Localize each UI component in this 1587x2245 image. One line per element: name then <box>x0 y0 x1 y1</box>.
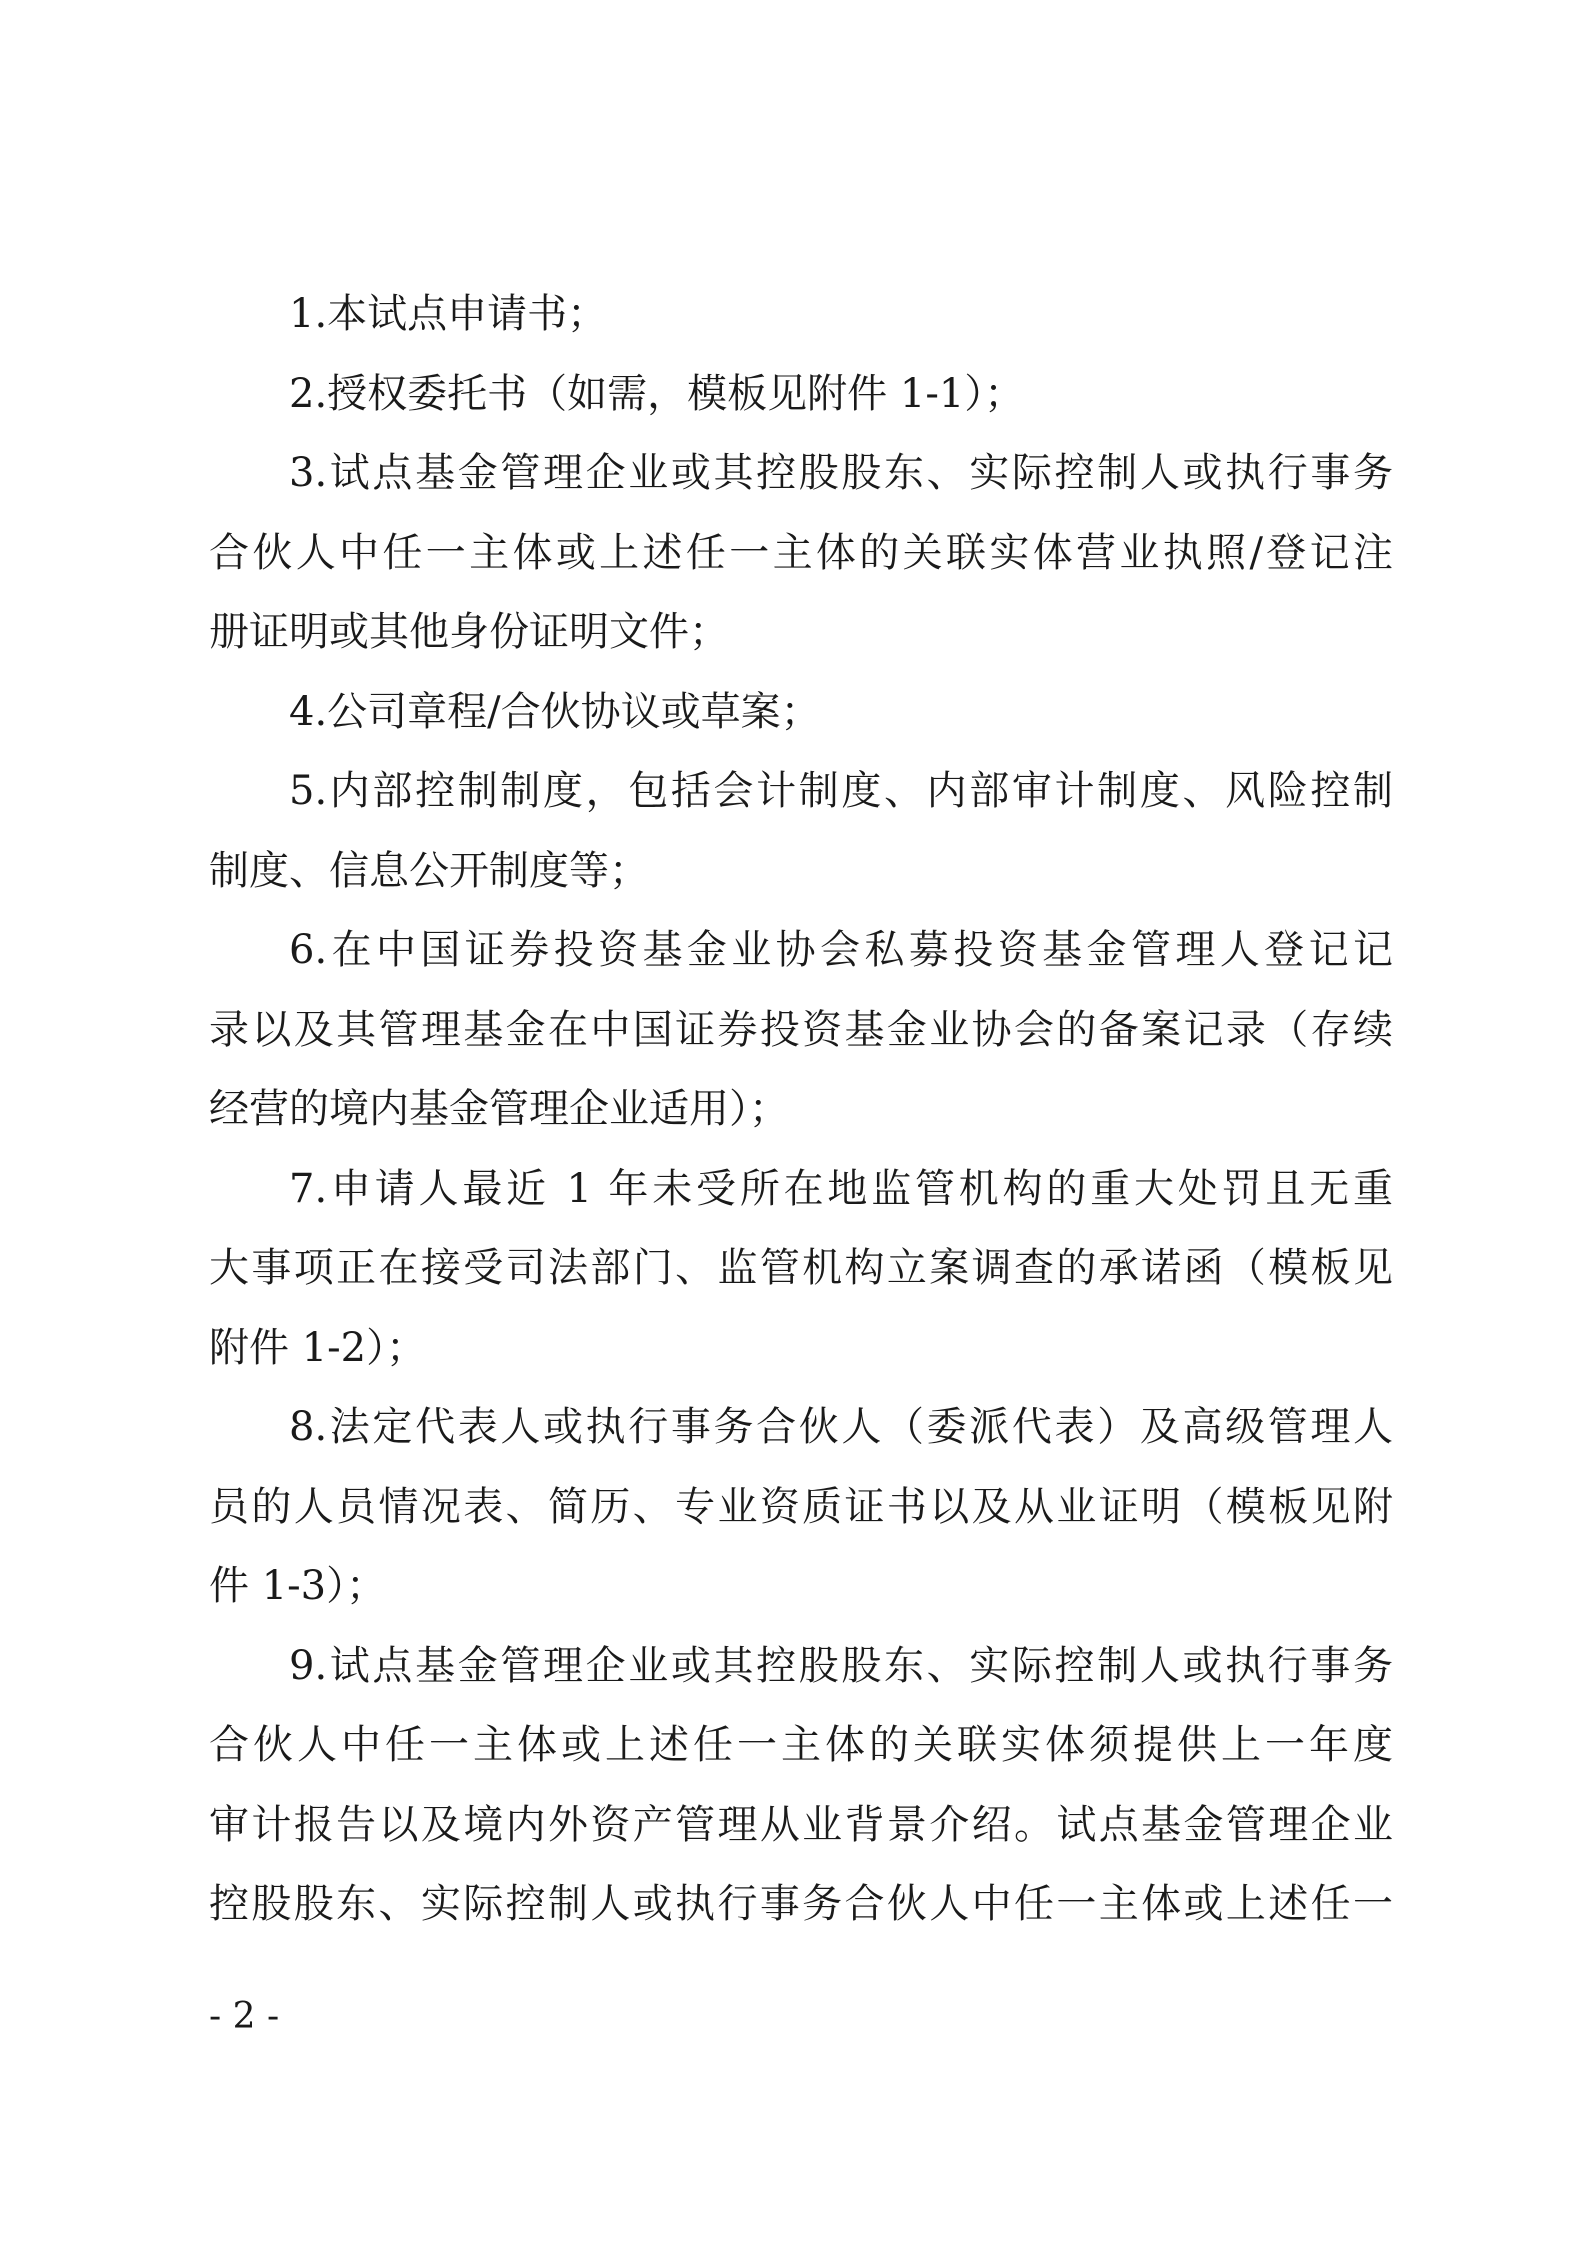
list-item-4-line-1: 4.公司章程/合伙协议或草案； <box>289 688 821 735</box>
list-item-6-line-1: 6.在中国证券投资基金业协会私募投资基金管理人登记记 <box>289 927 1393 973</box>
list-item-7-line-3: 附件 1-2）； <box>209 1324 427 1371</box>
list-item-5-line-2: 制度、信息公开制度等； <box>209 847 649 894</box>
list-item-9 <box>209 1627 1393 1945</box>
list-item-9-line-2: 合伙人中任一主体或上述任一主体的关联实体须提供上一年度 <box>209 1722 1393 1768</box>
list-item-6-line-2: 录以及其管理基金在中国证券投资基金业协会的备案记录（存续 <box>209 1006 1393 1053</box>
list-item-3-line-2: 合伙人中任一主体或上述任一主体的关联实体营业执照/登记注 <box>209 529 1393 576</box>
list-item-9-line-4: 控股股东、实际控制人或执行事务合伙人中任一主体或上述任一 <box>209 1881 1393 1927</box>
list-item-8-line-3: 件 1-3）； <box>209 1563 387 1609</box>
list-item-2-line-1: 2.授权委托书（如需，模板见附件 1-1）； <box>289 370 1025 417</box>
list-item-3-line-3: 册证明或其他身份证明文件； <box>209 609 729 655</box>
list-item-2 <box>209 355 1393 435</box>
list-item-5 <box>209 752 1393 911</box>
list-item-6-line-3: 经营的境内基金管理企业适用）； <box>209 1086 789 1132</box>
list-item-9-line-1: 9.试点基金管理企业或其控股股东、实际控制人或执行事务 <box>289 1642 1393 1689</box>
list-item-8 <box>209 1388 1393 1627</box>
list-item-7-line-2: 大事项正在接受司法部门、监管机构立案调查的承诺函（模板见 <box>209 1245 1393 1291</box>
list-item-7 <box>209 1150 1393 1389</box>
list-item-4 <box>209 673 1393 753</box>
document-body <box>209 275 1393 1945</box>
list-item-7-line-1: 7.申请人最近 1 年未受所在地监管机构的重大处罚且无重 <box>289 1165 1393 1212</box>
list-item-9-line-3: 审计报告以及境内外资产管理从业背景介绍。试点基金管理企业 <box>209 1801 1393 1848</box>
list-item-3-line-1: 3.试点基金管理企业或其控股股东、实际控制人或执行事务 <box>289 450 1393 496</box>
list-item-8-line-1: 8.法定代表人或执行事务合伙人（委派代表）及高级管理人 <box>289 1404 1393 1450</box>
list-item-3 <box>209 434 1393 673</box>
list-item-5-line-1: 5.内部控制制度，包括会计制度、内部审计制度、风险控制 <box>289 768 1393 814</box>
list-item-1 <box>209 275 1393 355</box>
list-item-6 <box>209 911 1393 1150</box>
list-item-8-line-2: 员的人员情况表、简历、专业资质证书以及从业证明（模板见附 <box>209 1483 1393 1530</box>
list-item-1-line-1: 1.本试点申请书； <box>289 291 608 337</box>
page-number: - 2 - <box>209 1996 280 2037</box>
